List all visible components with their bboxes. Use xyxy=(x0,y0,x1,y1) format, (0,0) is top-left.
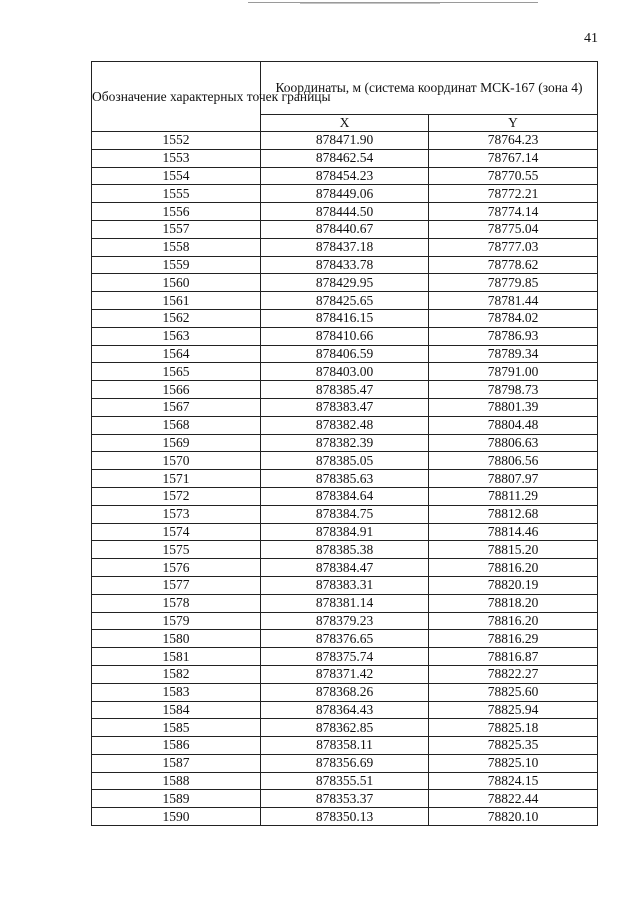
point-number-cell: 1581 xyxy=(92,648,261,666)
table-row xyxy=(92,719,598,737)
y-coordinate-cell: 78816.87 xyxy=(429,648,598,666)
x-coordinate-cell: 878383.31 xyxy=(261,576,429,594)
x-coordinate-cell: 878358.11 xyxy=(261,737,429,755)
table-row xyxy=(92,665,598,683)
point-number-cell: 1563 xyxy=(92,327,261,345)
point-number-cell: 1572 xyxy=(92,487,261,505)
x-coordinate-cell: 878356.69 xyxy=(261,754,429,772)
x-coordinate-cell: 878353.37 xyxy=(261,790,429,808)
table-row xyxy=(92,576,598,594)
y-coordinate-cell: 78777.03 xyxy=(429,238,598,256)
point-number-cell: 1590 xyxy=(92,808,261,826)
y-coordinate-cell: 78825.35 xyxy=(429,737,598,755)
y-coordinate-cell: 78806.63 xyxy=(429,434,598,452)
x-coordinate-cell: 878355.51 xyxy=(261,772,429,790)
y-coordinate-cell: 78798.73 xyxy=(429,381,598,399)
x-coordinate-cell: 878375.74 xyxy=(261,648,429,666)
y-coordinate-cell: 78816.20 xyxy=(429,559,598,577)
y-coordinate-cell: 78772.21 xyxy=(429,185,598,203)
y-coordinate-cell: 78770.55 xyxy=(429,167,598,185)
x-coordinate-cell: 878364.43 xyxy=(261,701,429,719)
table-row xyxy=(92,363,598,381)
header-coordinates: Координаты, м (система координат МСК-167 (зона 4) xyxy=(261,62,598,115)
point-number-cell: 1559 xyxy=(92,256,261,274)
table-row xyxy=(92,808,598,826)
x-coordinate-cell: 878433.78 xyxy=(261,256,429,274)
x-coordinate-cell: 878384.47 xyxy=(261,559,429,577)
table-row xyxy=(92,345,598,363)
y-coordinate-cell: 78804.48 xyxy=(429,416,598,434)
point-number-cell: 1565 xyxy=(92,363,261,381)
point-number-cell: 1575 xyxy=(92,541,261,559)
table-row xyxy=(92,274,598,292)
y-coordinate-cell: 78767.14 xyxy=(429,149,598,167)
table-row xyxy=(92,167,598,185)
table-row xyxy=(92,470,598,488)
table-row xyxy=(92,203,598,221)
point-number-cell: 1576 xyxy=(92,559,261,577)
x-coordinate-cell: 878381.14 xyxy=(261,594,429,612)
table-row xyxy=(92,149,598,167)
y-coordinate-cell: 78815.20 xyxy=(429,541,598,559)
y-coordinate-cell: 78825.18 xyxy=(429,719,598,737)
table-row xyxy=(92,737,598,755)
x-coordinate-cell: 878416.15 xyxy=(261,309,429,327)
table-row xyxy=(92,220,598,238)
x-coordinate-cell: 878437.18 xyxy=(261,238,429,256)
x-coordinate-cell: 878440.67 xyxy=(261,220,429,238)
point-number-cell: 1579 xyxy=(92,612,261,630)
table-row xyxy=(92,612,598,630)
point-number-cell: 1557 xyxy=(92,220,261,238)
x-coordinate-cell: 878385.05 xyxy=(261,452,429,470)
point-number-cell: 1583 xyxy=(92,683,261,701)
y-coordinate-cell: 78825.94 xyxy=(429,701,598,719)
point-number-cell: 1577 xyxy=(92,576,261,594)
table-body xyxy=(92,132,598,826)
table-row xyxy=(92,541,598,559)
point-number-cell: 1589 xyxy=(92,790,261,808)
table-row xyxy=(92,648,598,666)
point-number-cell: 1573 xyxy=(92,505,261,523)
y-coordinate-cell: 78822.27 xyxy=(429,665,598,683)
point-number-cell: 1562 xyxy=(92,309,261,327)
table-row xyxy=(92,398,598,416)
table-row xyxy=(92,772,598,790)
table-row xyxy=(92,434,598,452)
point-number-cell: 1586 xyxy=(92,737,261,755)
point-number-cell: 1578 xyxy=(92,594,261,612)
y-coordinate-cell: 78825.10 xyxy=(429,754,598,772)
x-coordinate-cell: 878384.75 xyxy=(261,505,429,523)
point-number-cell: 1587 xyxy=(92,754,261,772)
x-coordinate-cell: 878385.38 xyxy=(261,541,429,559)
table-row xyxy=(92,381,598,399)
point-number-cell: 1585 xyxy=(92,719,261,737)
x-coordinate-cell: 878385.63 xyxy=(261,470,429,488)
x-coordinate-cell: 878403.00 xyxy=(261,363,429,381)
x-coordinate-cell: 878454.23 xyxy=(261,167,429,185)
table-row xyxy=(92,132,598,150)
y-coordinate-cell: 78784.02 xyxy=(429,309,598,327)
y-coordinate-cell: 78816.29 xyxy=(429,630,598,648)
point-number-cell: 1588 xyxy=(92,772,261,790)
y-coordinate-cell: 78786.93 xyxy=(429,327,598,345)
y-coordinate-cell: 78781.44 xyxy=(429,292,598,310)
point-number-cell: 1554 xyxy=(92,167,261,185)
x-coordinate-cell: 878362.85 xyxy=(261,719,429,737)
x-coordinate-cell: 878350.13 xyxy=(261,808,429,826)
y-coordinate-cell: 78824.15 xyxy=(429,772,598,790)
y-coordinate-cell: 78820.10 xyxy=(429,808,598,826)
x-coordinate-cell: 878385.47 xyxy=(261,381,429,399)
table-row xyxy=(92,523,598,541)
table-row xyxy=(92,505,598,523)
point-number-cell: 1564 xyxy=(92,345,261,363)
table-row xyxy=(92,292,598,310)
y-coordinate-cell: 78814.46 xyxy=(429,523,598,541)
x-coordinate-cell: 878371.42 xyxy=(261,665,429,683)
table-row xyxy=(92,754,598,772)
table-row xyxy=(92,630,598,648)
x-coordinate-cell: 878471.90 xyxy=(261,132,429,150)
y-coordinate-cell: 78807.97 xyxy=(429,470,598,488)
y-coordinate-cell: 78775.04 xyxy=(429,220,598,238)
point-number-cell: 1556 xyxy=(92,203,261,221)
header-point-designation: Обозначение характерных точек границы xyxy=(92,62,261,132)
x-coordinate-cell: 878384.64 xyxy=(261,487,429,505)
table-row xyxy=(92,185,598,203)
x-coordinate-cell: 878406.59 xyxy=(261,345,429,363)
table-row xyxy=(92,309,598,327)
point-number-cell: 1560 xyxy=(92,274,261,292)
x-coordinate-cell: 878382.48 xyxy=(261,416,429,434)
y-coordinate-cell: 78818.20 xyxy=(429,594,598,612)
table-row xyxy=(92,238,598,256)
point-number-cell: 1567 xyxy=(92,398,261,416)
point-number-cell: 1566 xyxy=(92,381,261,399)
x-coordinate-cell: 878444.50 xyxy=(261,203,429,221)
table-row xyxy=(92,559,598,577)
point-number-cell: 1582 xyxy=(92,665,261,683)
table-row xyxy=(92,327,598,345)
table-row xyxy=(92,701,598,719)
y-coordinate-cell: 78812.68 xyxy=(429,505,598,523)
point-number-cell: 1570 xyxy=(92,452,261,470)
table-row xyxy=(92,452,598,470)
point-number-cell: 1571 xyxy=(92,470,261,488)
point-number-cell: 1553 xyxy=(92,149,261,167)
scan-artifact-line xyxy=(300,3,440,4)
y-coordinate-cell: 78789.34 xyxy=(429,345,598,363)
x-coordinate-cell: 878449.06 xyxy=(261,185,429,203)
coordinates-table xyxy=(91,61,598,826)
table-row xyxy=(92,594,598,612)
point-number-cell: 1558 xyxy=(92,238,261,256)
x-coordinate-cell: 878410.66 xyxy=(261,327,429,345)
y-coordinate-cell: 78820.19 xyxy=(429,576,598,594)
header-y: Y xyxy=(429,115,598,132)
table-row xyxy=(92,790,598,808)
y-coordinate-cell: 78764.23 xyxy=(429,132,598,150)
y-coordinate-cell: 78778.62 xyxy=(429,256,598,274)
point-number-cell: 1574 xyxy=(92,523,261,541)
y-coordinate-cell: 78811.29 xyxy=(429,487,598,505)
point-number-cell: 1569 xyxy=(92,434,261,452)
point-number-cell: 1555 xyxy=(92,185,261,203)
x-coordinate-cell: 878379.23 xyxy=(261,612,429,630)
y-coordinate-cell: 78774.14 xyxy=(429,203,598,221)
x-coordinate-cell: 878368.26 xyxy=(261,683,429,701)
y-coordinate-cell: 78791.00 xyxy=(429,363,598,381)
x-coordinate-cell: 878383.47 xyxy=(261,398,429,416)
table-row xyxy=(92,416,598,434)
header-x: X xyxy=(261,115,429,132)
table-row xyxy=(92,683,598,701)
point-number-cell: 1568 xyxy=(92,416,261,434)
x-coordinate-cell: 878429.95 xyxy=(261,274,429,292)
table-row xyxy=(92,256,598,274)
x-coordinate-cell: 878425.65 xyxy=(261,292,429,310)
point-number-cell: 1584 xyxy=(92,701,261,719)
x-coordinate-cell: 878384.91 xyxy=(261,523,429,541)
y-coordinate-cell: 78806.56 xyxy=(429,452,598,470)
y-coordinate-cell: 78822.44 xyxy=(429,790,598,808)
y-coordinate-cell: 78779.85 xyxy=(429,274,598,292)
x-coordinate-cell: 878382.39 xyxy=(261,434,429,452)
x-coordinate-cell: 878376.65 xyxy=(261,630,429,648)
point-number-cell: 1561 xyxy=(92,292,261,310)
x-coordinate-cell: 878462.54 xyxy=(261,149,429,167)
y-coordinate-cell: 78825.60 xyxy=(429,683,598,701)
point-number-cell: 1552 xyxy=(92,132,261,150)
page-number: 41 xyxy=(584,31,598,46)
y-coordinate-cell: 78816.20 xyxy=(429,612,598,630)
point-number-cell: 1580 xyxy=(92,630,261,648)
y-coordinate-cell: 78801.39 xyxy=(429,398,598,416)
table-row xyxy=(92,487,598,505)
